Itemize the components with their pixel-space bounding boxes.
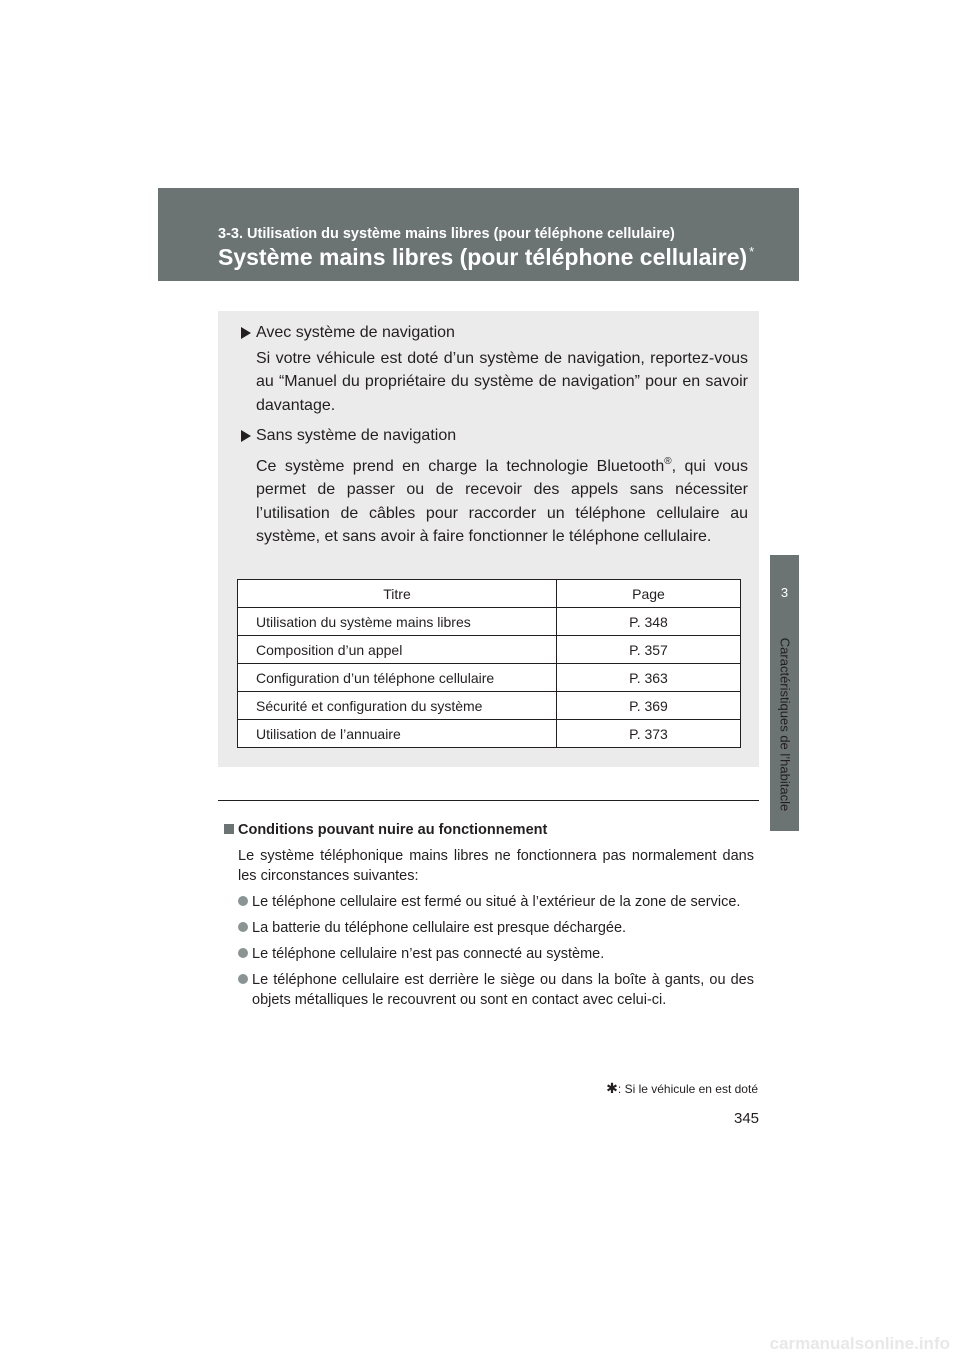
row-title: Sécurité et configuration du système <box>238 692 557 720</box>
watermark: carmanualsonline.info <box>769 1334 950 1353</box>
table-row <box>238 636 741 664</box>
footnote-text: : Si le véhicule en est doté <box>617 1082 758 1096</box>
table-row <box>238 692 741 720</box>
title-asterisk: * <box>749 244 755 259</box>
list-item <box>224 892 754 912</box>
row-title: Configuration d’un téléphone cellulaire <box>238 664 557 692</box>
section-title: 3-3. Utilisation du système mains libres (pour téléphone cellulaire) <box>218 226 675 242</box>
square-bullet-icon <box>224 824 234 834</box>
list-item <box>224 944 754 964</box>
navigation-heading-text: Avec système de navigation <box>256 324 455 341</box>
table-row <box>238 608 741 636</box>
bullet-dot-icon <box>238 974 248 984</box>
divider <box>218 800 759 801</box>
conditions-heading-text: Conditions pouvant nuire au fonctionnement <box>238 822 548 838</box>
bullet-dot-icon <box>238 948 248 958</box>
chapter-label: Caractéristiques de l’habitacle <box>777 637 793 812</box>
registered-mark: ® <box>664 455 672 467</box>
navigation-body: Si votre véhicule est doté d’un système de navigation, reportez-vous au “Manuel du propriétaire du système de navigation” pour en savoir davantage. <box>256 349 748 414</box>
info-box <box>218 311 759 767</box>
chapter-number: 3 <box>780 585 789 600</box>
no-navigation-heading-text: Sans système de navigation <box>256 427 457 444</box>
row-page-link[interactable]: P. 363 <box>557 664 741 692</box>
row-title: Utilisation de l’annuaire <box>238 720 557 748</box>
footnote <box>606 1080 758 1097</box>
table-row <box>238 720 741 748</box>
arrow-right-icon <box>241 430 251 442</box>
arrow-right-icon <box>241 327 251 339</box>
row-page-link[interactable]: P. 348 <box>557 608 741 636</box>
page-title <box>218 244 754 271</box>
chapter-header <box>158 188 799 281</box>
row-page-link[interactable]: P. 357 <box>557 636 741 664</box>
table-row <box>238 664 741 692</box>
no-navigation-body <box>240 450 748 549</box>
no-navigation-heading <box>240 424 748 448</box>
bullet-dot-icon <box>238 922 248 932</box>
column-header-title: Titre <box>238 580 557 608</box>
row-page-link[interactable]: P. 369 <box>557 692 741 720</box>
list-item-text: Le téléphone cellulaire est derrière le siège ou dans la boîte à gants, ou des objets métalliques le recouvrent ou sont en contact avec celui-ci. <box>252 972 754 1008</box>
row-title: Composition d’un appel <box>238 636 557 664</box>
row-title: Utilisation du système mains libres <box>238 608 557 636</box>
bullet-dot-icon <box>238 896 248 906</box>
list-item <box>224 970 754 1010</box>
navigation-heading <box>240 321 748 345</box>
page-number: 345 <box>734 1110 760 1127</box>
asterisk-icon: ✱ <box>606 1080 618 1096</box>
body-part-2: , qui vous permet de passer ou de recevoir des appels sans nécessiter l’utilisation de câbles pour raccorder un téléphone cellulaire au système, et sans avoir à faire fonctionner le téléphone cellulaire. <box>256 457 749 545</box>
column-header-page: Page <box>557 580 741 608</box>
list-item-text: Le téléphone cellulaire n’est pas connecté au système. <box>252 946 605 962</box>
list-item-text: La batterie du téléphone cellulaire est presque déchargée. <box>252 920 627 936</box>
no-navigation-item <box>240 424 748 549</box>
reference-table <box>237 579 741 748</box>
list-item-text: Le téléphone cellulaire est fermé ou situé à l’extérieur de la zone de service. <box>252 894 741 910</box>
conditions-section <box>224 820 754 1010</box>
body-part-1: Ce système prend en charge la technologie Bluetooth <box>256 457 665 475</box>
table-header-row <box>238 580 741 608</box>
row-page-link[interactable]: P. 373 <box>557 720 741 748</box>
conditions-intro: Le système téléphonique mains libres ne fonctionnera pas normalement dans les circonstances suivantes: <box>238 848 754 884</box>
list-item <box>224 918 754 938</box>
navigation-item <box>240 321 748 417</box>
page-title-text: Système mains libres (pour téléphone cellulaire) <box>218 244 748 270</box>
conditions-heading <box>224 820 754 840</box>
